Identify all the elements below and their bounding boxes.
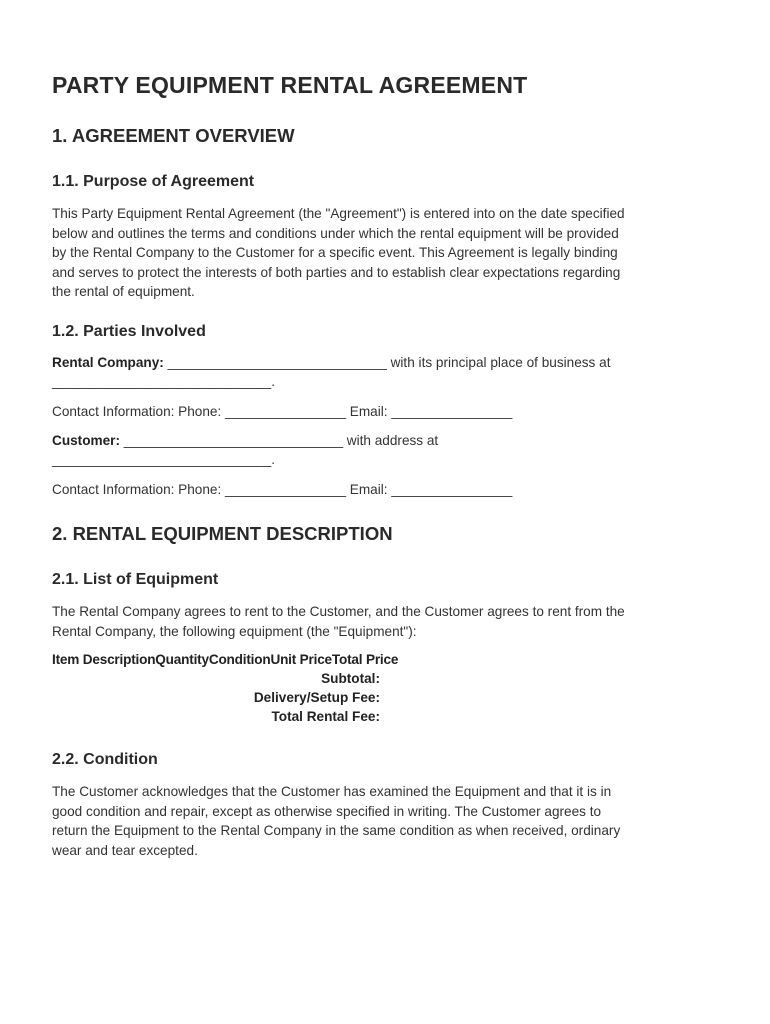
paragraph-line: Rental Company, the following equipment (the "Equipment"):	[52, 623, 417, 639]
section-1-2-heading: 1.2. Parties Involved	[52, 323, 206, 340]
purpose-paragraph	[52, 204, 712, 302]
section-2-2-heading: 2.2. Condition	[52, 751, 158, 768]
rental-company-address-line: _____________________________.	[52, 374, 276, 389]
equipment-paragraph	[52, 602, 712, 641]
customer-label: Customer:	[52, 433, 120, 448]
paragraph-line: return the Equipment to the Rental Company in the same condition as when received, ordinary	[52, 823, 621, 838]
paragraph-line: and serves to protect the interests of both parties and to establish clear expectations regarding	[52, 264, 621, 280]
customer-contact-line: Contact Information: Phone: ________________ Email: ________________	[52, 482, 513, 497]
total-rental-fee-label: Total Rental Fee:	[271, 709, 380, 724]
section-1-heading: 1. AGREEMENT OVERVIEW	[52, 125, 295, 146]
rental-company-label: Rental Company:	[52, 355, 164, 370]
delivery-fee-label: Delivery/Setup Fee:	[253, 690, 380, 705]
paragraph-line: wear and tear excepted.	[52, 842, 198, 858]
rental-company-line	[52, 355, 610, 370]
section-2-heading: 2. RENTAL EQUIPMENT DESCRIPTION	[52, 523, 393, 544]
customer-blank: _____________________________ with address at	[119, 433, 439, 448]
paragraph-line: the rental of equipment.	[52, 284, 195, 299]
paragraph-line: This Party Equipment Rental Agreement (the "Agreement") is entered into on the date specified	[52, 206, 625, 221]
condition-paragraph	[52, 782, 712, 860]
paragraph-line: The Customer acknowledges that the Customer has examined the Equipment and that it is in	[52, 784, 612, 799]
paragraph-line: below and outlines the terms and conditions under which the rental equipment will be provided	[52, 225, 619, 241]
paragraph-line: good condition and repair, except as otherwise specified in writing. The Customer agrees to	[52, 803, 602, 819]
customer-address-line: _____________________________.	[52, 452, 276, 467]
equipment-table-header: Item DescriptionQuantityConditionUnit PriceTotal Price	[52, 652, 399, 667]
rental-company-contact-line: Contact Information: Phone: ________________ Email: ________________	[52, 404, 513, 419]
rental-company-blank: _____________________________ with its principal place of business at	[163, 355, 611, 370]
subtotal-label: Subtotal:	[321, 671, 380, 686]
customer-line	[52, 433, 438, 448]
paragraph-line: by the Rental Company to the Customer for a specific event. This Agreement is legally binding	[52, 245, 618, 260]
section-2-1-heading: 2.1. List of Equipment	[52, 571, 219, 588]
paragraph-line: The Rental Company agrees to rent to the Customer, and the Customer agrees to rent from the	[52, 604, 625, 619]
document-title: PARTY EQUIPMENT RENTAL AGREEMENT	[52, 72, 528, 98]
section-1-1-heading: 1.1. Purpose of Agreement	[52, 173, 255, 190]
